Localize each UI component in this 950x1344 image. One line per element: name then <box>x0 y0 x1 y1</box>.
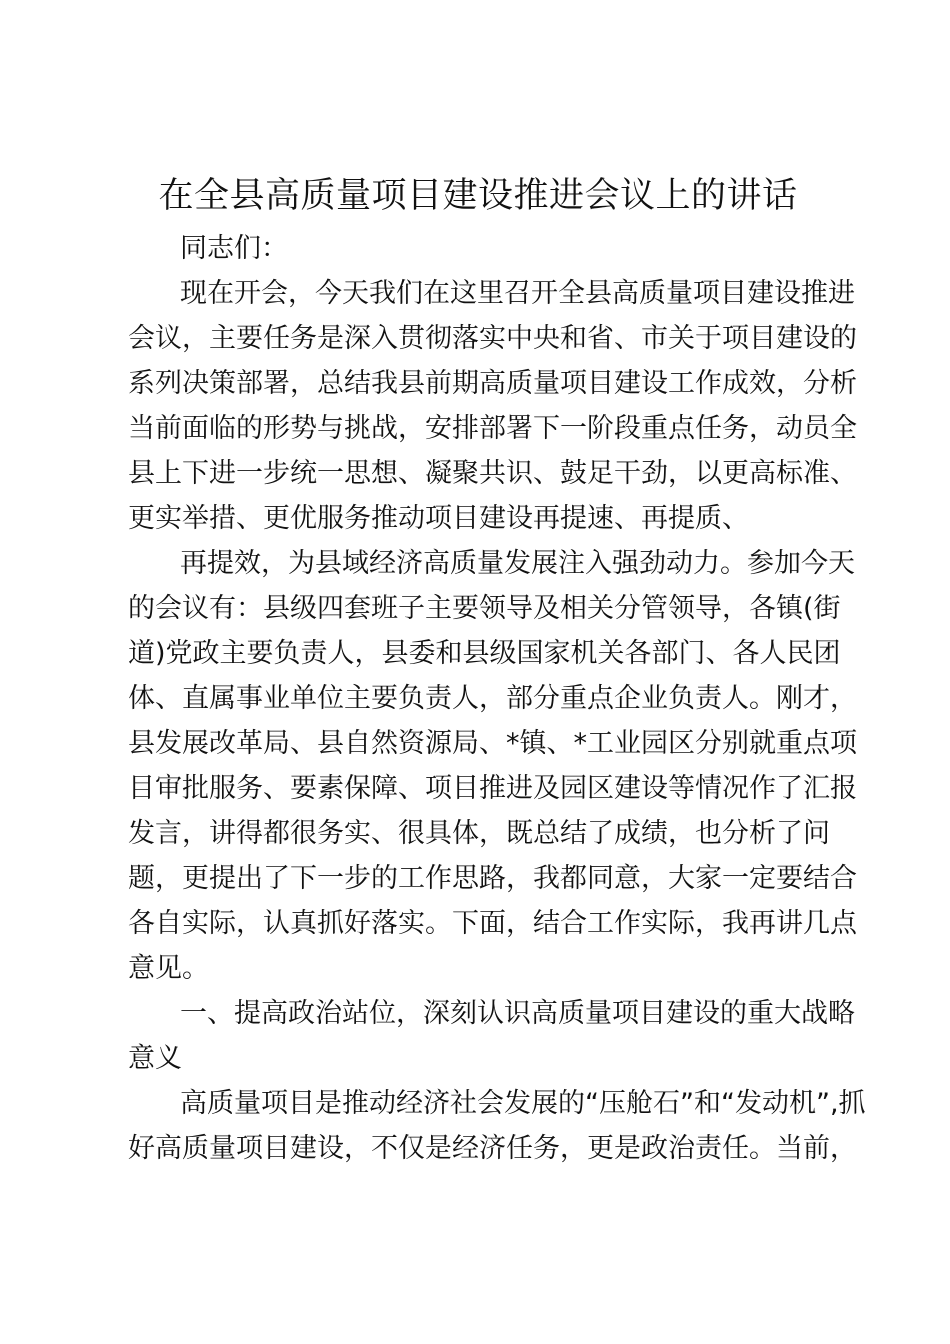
paragraph-line: 高质量项目是推动经济社会发展的“压舱石”和“发动机”,抓 <box>180 1088 866 1119</box>
paragraph-line: 题，更提出了下一步的工作思路，我都同意，大家一定要结合 <box>128 863 857 894</box>
paragraph-line: 现在开会，今天我们在这里召开全县高质量项目建设推进 <box>180 278 855 309</box>
paragraph-line: 当前面临的形势与挑战，安排部署下一阶段重点任务，动员全 <box>128 413 857 444</box>
salutation: 同志们： <box>180 233 288 264</box>
section-heading-continuation: 意义 <box>128 1043 182 1074</box>
paragraph-line: 县上下进一步统一思想、凝聚共识、鼓足干劲，以更高标准、 <box>128 458 857 489</box>
paragraph-line: 系列决策部署，总结我县前期高质量项目建设工作成效，分析 <box>128 368 857 399</box>
paragraph-line: 体、直属事业单位主要负责人，部分重点企业负责人。刚才， <box>128 683 857 714</box>
paragraph-line: 目审批服务、要素保障、项目推进及园区建设等情况作了汇报 <box>128 773 857 804</box>
paragraph-line: 各自实际，认真抓好落实。下面，结合工作实际，我再讲几点 <box>128 908 857 939</box>
paragraph-line: 意见。 <box>128 953 209 984</box>
paragraph-line: 再提效，为县域经济高质量发展注入强劲动力。参加今天 <box>180 548 855 579</box>
document-title: 在全县高质量项目建设推进会议上的讲话 <box>158 176 798 216</box>
paragraph-line: 更实举措、更优服务推动项目建设再提速、再提质、 <box>128 503 749 534</box>
section-heading: 一、提高政治站位，深刻认识高质量项目建设的重大战略 <box>180 998 855 1029</box>
document-body <box>128 226 866 1171</box>
paragraph-line: 发言，讲得都很务实、很具体，既总结了成绩，也分析了问 <box>128 818 830 849</box>
paragraph-line: 会议，主要任务是深入贯彻落实中央和省、市关于项目建设的 <box>128 323 857 354</box>
paragraph-line: 县发展改革局、县自然资源局、*镇、*工业园区分别就重点项 <box>128 728 857 759</box>
paragraph-line: 道)党政主要负责人，县委和县级国家机关各部门、各人民团 <box>128 638 841 669</box>
paragraph-line: 的会议有：县级四套班子主要领导及相关分管领导，各镇(街 <box>128 593 841 624</box>
paragraph-line: 好高质量项目建设，不仅是经济任务，更是政治责任。当前， <box>128 1133 857 1164</box>
